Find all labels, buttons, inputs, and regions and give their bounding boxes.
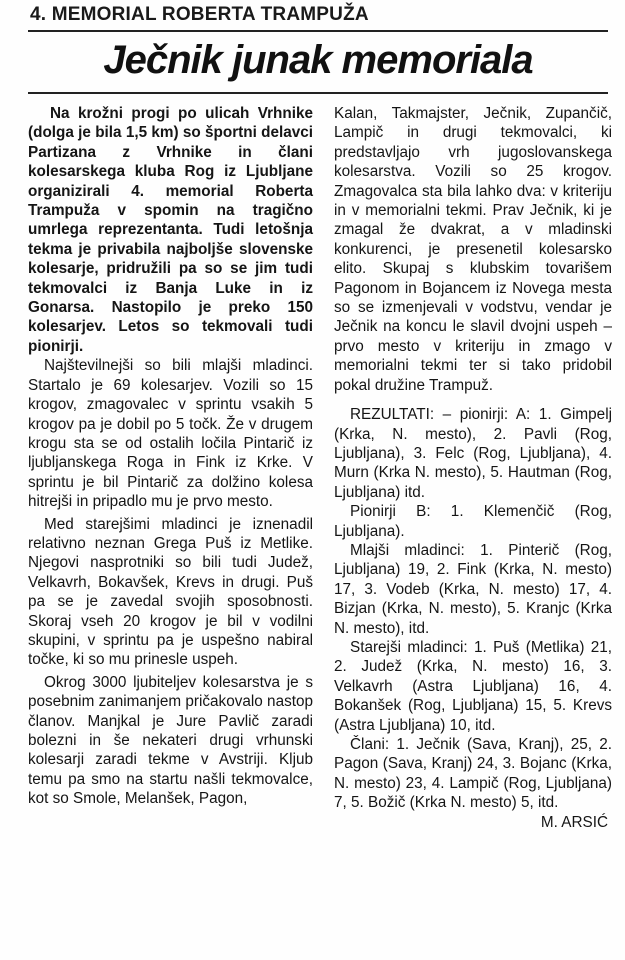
body-paragraph: Med starejšimi mladinci je iznenadil relativno neznan Grega Puš iz Metlike. Njegovi nasprotniki so bili tudi Judež, Velkavrh, Bokavšek, Krevs in drugi. Puš pa se je zavedal svojih sposobnosti. Skoraj vseh 20 krogov je bil v vodilni skupini, v sprintu pa je uspešno nabiral točke, ki so mu prinesle uspeh. <box>28 515 313 669</box>
headline-rule <box>28 92 608 94</box>
results-paragraph: Pionirji B: 1. Klemenčič (Rog, Ljubljana). <box>334 503 612 540</box>
article-headline: Ječnik junak memoriala <box>103 38 533 82</box>
body-paragraph-continued: Kalan, Takmajster, Ječnik, Zupančič, Lampič in drugi tekmovalci, ki predstavljajo vrh jugoslovanskega kolesarstva. Vozili so 25 krogov. Zmagovalca sta bila lahko dva: v kriteriju in v memorialni tekmi. Prav Ječnik, ki je zmagal že dvakrat, a v mladinski konkurenci, je presenetil kolesarsko elito. Skupaj s klubskim tovarišem Pagonom in Bojancem iz Novega mesta so se izmenjevali v vodstvu, vendar je Ječnik na koncu le slavil dvojni uspeh – prvo mesto v kriteriju in zmago v memorialni tekmi ter si tako pridobil pokal družine Trampuž. <box>334 105 612 394</box>
lead-paragraph: Na krožni progi po ulicah Vrhnike (dolga je bila 1,5 km) so športni delavci Partizana z Vrhnike in člani kolesarskega kluba Rog iz Ljubljane organizirali 4. memorial Roberta Trampuža v spomin na tragično umrlega reprezentanta. Tudi letošnja tekma je privabila najboljše slovenske kolesarje, pridružili pa so se jim tudi tekmovalci iz Banja Luke in iz Gonarsa. Nastopilo je preko 150 kolesarjev. Letos so tekmovali tudi pionirji. <box>28 105 313 355</box>
results-paragraph: Mlajši mladinci: 1. Pinterič (Rog, Ljubljana) 19, 2. Fink (Krka, N. mesto) 17, 3. Vodeb (Krka, N. mesto) 17, 4. Bizjan (Krka, N. mesto), 5. Kranjc (Krka N. mesto), itd. <box>334 541 612 637</box>
results-paragraph: Člani: 1. Ječnik (Sava, Kranj), 25, 2. Pagon (Sava, Kranj) 24, 3. Bojanc (Krka, N. mesto) 23, 4. Lampič (Rog, Ljubljana) 7, 5. Božič (Krka N. mesto) 5, itd. <box>334 736 612 812</box>
section-kicker: 4. MEMORIAL ROBERTA TRAMPUŽA <box>30 4 369 25</box>
top-rule <box>28 30 608 32</box>
author-byline: M. ARSIĆ <box>540 813 608 831</box>
results-paragraph: REZULTATI: – pionirji: A: 1. Gimpelj (Krka, N. mesto), 2. Pavli (Rog, Ljubljana), 3. Felc (Rog, Ljubljana), 4. Murn (Krka N. mesto), 5. Hautman (Rog, Ljubljana) itd. <box>334 406 612 501</box>
right-column <box>334 104 612 832</box>
left-column <box>28 104 313 809</box>
body-paragraph: Najštevilnejši so bili mlajši mladinci. Startalo je 69 kolesarjev. Vozili so 15 krogov, zmagovalec v sprintu vsakih 5 krogov pa je dobil po 5 točk. Že v drugem krogu sta se od ostalih ločila Pintarič iz ljubljanskega Roga in Fink iz Krke. V sprintu je bil Pintarič za dolžino kolesa hitrejši in pripadlo mu je prvo mesto. <box>28 357 313 511</box>
body-paragraph: Okrog 3000 ljubiteljev kolesarstva je s posebnim zanimanjem pričakovalo nastop članov. Manjkal je Jure Pavlič zaradi bolezni in še nekateri drugi vrhunski kolesarji zaradi tekme v Avstriji. Kljub temu pa smo na startu našli tekmovalce, kot so Smole, Melanšek, Pagon, <box>28 673 313 808</box>
results-paragraph: Starejši mladinci: 1. Puš (Metlika) 21, 2. Judež (Krka, N. mesto) 16, 3. Velkavrh (Astra Ljubljana) 16, 4. Bokanšek (Rog, Ljubljana) 15, 5. Krevs (Astra Ljubljana) 10, itd. <box>334 638 612 734</box>
